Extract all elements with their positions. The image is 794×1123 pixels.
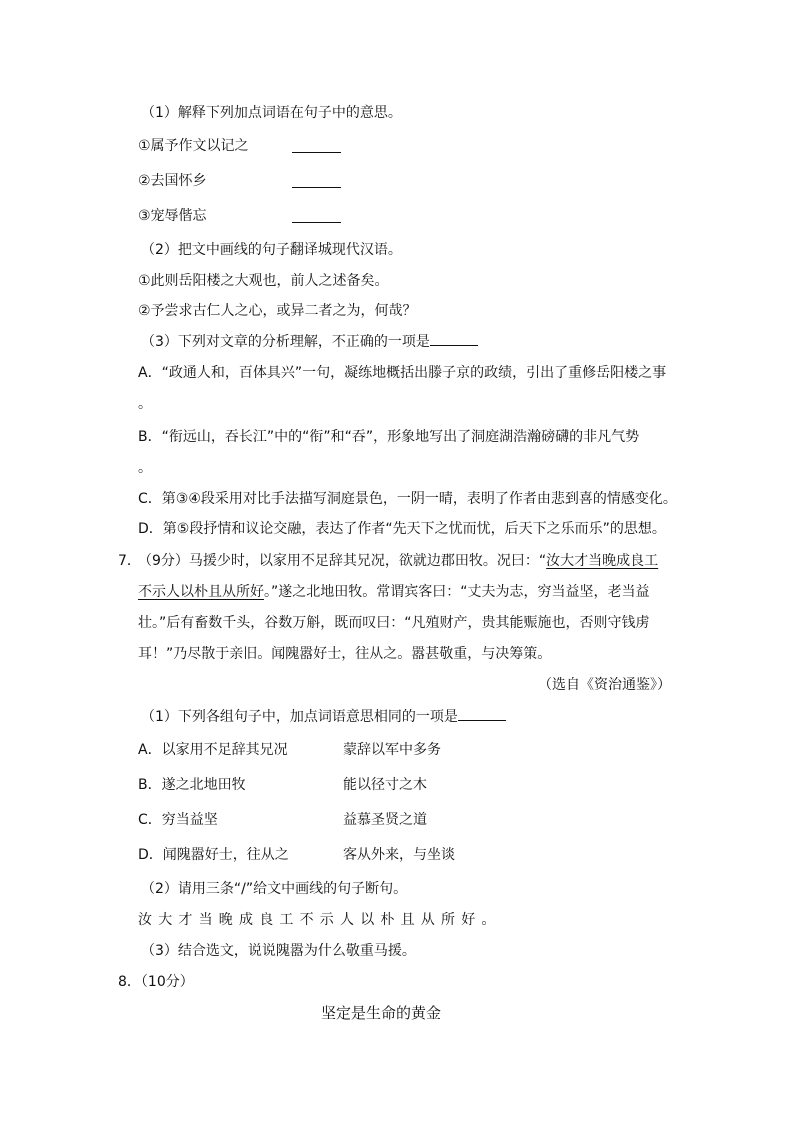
q7-pair-c-right: 益慕圣贤之道 [343, 812, 427, 828]
q6-option-d: D．第⑤段抒情和议论交融，表达了作者“先天下之忧而忧，后天下之乐而乐”的思想。 [138, 521, 666, 537]
q7-part2-sentence: 汝大才当晚成良工不示人以朴且从所好。 [138, 912, 502, 928]
q7-part2-title: （2）请用三条“/”给文中画线的句子断句。 [141, 881, 408, 897]
q6-part2-sentence-1: ①此则岳阳楼之大观也，前人之述备矣。 [138, 273, 389, 289]
q6-part2-sentence-2: ②予尝求古仁人之心，或异二者之为，何哉？ [138, 303, 417, 319]
q6-option-b-cont: 。 [138, 460, 152, 476]
q7-number: 7． [118, 553, 141, 569]
q7-passage-line-4: 耳！”乃尽散于亲旧。闻隗嚣好士，往从之。嚣甚敬重，与决筹策。 [138, 646, 552, 662]
q7-pair-b-right: 能以径寸之木 [343, 777, 427, 793]
q7-pair-d-right: 客从外来，与坐谈 [343, 847, 455, 863]
q7-pair-b-left: B．遂之北地田牧 [138, 777, 246, 793]
q7-part1-title: （1）下列各组句子中，加点词语意思相同的一项是 [141, 707, 506, 727]
underlined-sentence: 汝大才当晚成良工 [546, 553, 659, 569]
q6-part1-title: （1）解释下列加点词语在句子中的意思。 [141, 105, 402, 121]
q6-option-a-cont: 。 [138, 396, 152, 412]
q8-header: 8．（10分） [118, 974, 194, 990]
q6-part1-item-2: ②去国怀乡 [138, 173, 207, 189]
underlined-sentence: 不示人以朴且从所好 [138, 584, 264, 600]
q7-source: （选自《资治通鉴》） [538, 677, 671, 693]
answer-blank [292, 222, 341, 223]
answer-blank [458, 720, 506, 721]
q6-option-a: A．“政通人和，百体具兴”一句，凝练地概括出滕子京的政绩，引出了重修岳阳楼之事 [138, 365, 667, 381]
q7-pair-d-left: D．闻隗嚣好士，往从之 [138, 847, 289, 863]
q8-essay-title: 坚定是生命的黄金 [321, 1004, 442, 1022]
q7-passage-line-1: （9分）马援少时，以家用不足辞其兄况，欲就边郡田牧。况曰：“汝大才当晚成良工 [138, 553, 659, 569]
q6-part2-title: （2）把文中画线的句子翻译城现代汉语。 [141, 242, 402, 258]
q7-pair-c-left: C．穷当益坚 [138, 812, 218, 828]
q7-pair-a-right: 蒙辞以军中多务 [343, 742, 441, 758]
q7-part3-title: （3）结合选文，说说隗嚣为什么敬重马援。 [141, 943, 416, 959]
answer-blank [292, 152, 341, 153]
q6-option-c: C．第③④段采用对比手法描写洞庭景色，一阴一晴，表明了作者由悲到喜的情感变化。 [138, 491, 677, 507]
q7-passage-line-3: 壮。”后有畜数千头，谷数万斛，既而叹曰：“凡殖财产，贵其能赈施也，否则守钱虏 [138, 615, 650, 631]
q7-pair-a-left: A．以家用不足辞其兄况 [138, 742, 288, 758]
q7-passage-line-2: 不示人以朴且从所好。”遂之北地田牧。常谓宾客曰：“丈夫为志，穷当益坚，老当益 [138, 584, 650, 600]
q6-part3-title: （3）下列对文章的分析理解，不正确的一项是 [141, 332, 478, 352]
answer-blank [430, 345, 478, 346]
answer-blank [292, 187, 341, 188]
q6-option-b: B．“衔远山，吞长江”中的“衔”和“吞”，形象地写出了洞庭湖浩瀚磅礴的非凡气势 [138, 429, 640, 445]
q6-part1-item-1: ①属予作文以记之 [138, 138, 249, 154]
q6-part1-item-3: ③宠辱偕忘 [138, 208, 207, 224]
